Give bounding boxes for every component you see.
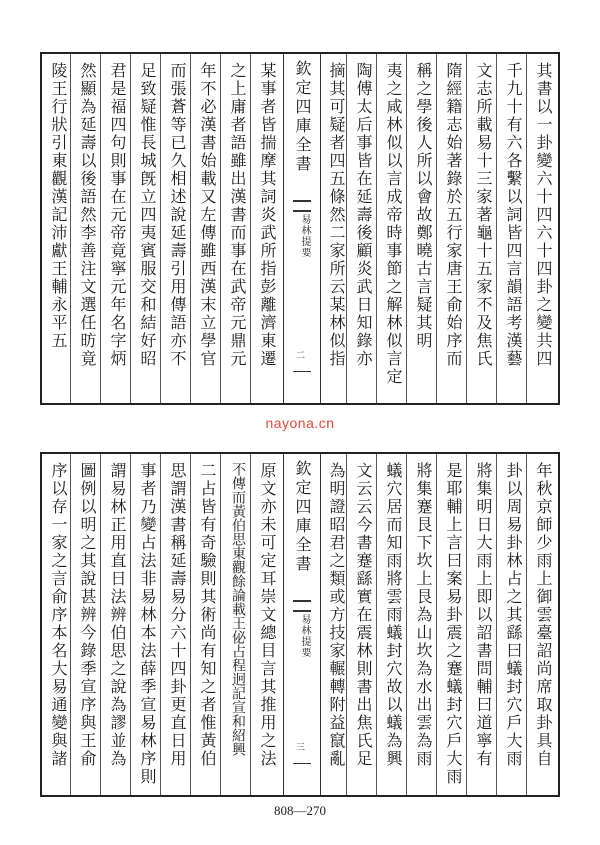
- column-divider: [376, 54, 377, 403]
- text-column: 陵王行狀引東觀漢記沛獻王輔永平五: [49, 62, 68, 350]
- center-margin-band: [283, 454, 321, 795]
- column-divider: [70, 454, 71, 795]
- column-divider: [466, 454, 467, 795]
- top-page-frame: [40, 52, 560, 405]
- column-divider: [406, 54, 407, 403]
- column-divider: [130, 54, 131, 403]
- column-divider: [250, 454, 251, 795]
- text-column: 年秋京師少雨上御雲臺詔尚席取卦具自: [534, 462, 553, 768]
- column-divider: [130, 454, 131, 795]
- book-title: 欽定四庫全書: [293, 460, 312, 574]
- section-title: 易林提要: [299, 214, 310, 258]
- text-column: 將集蹇艮下坎上艮為山坎為水出雲為雨: [414, 462, 433, 768]
- watermark-text: nayona.cn: [265, 415, 335, 431]
- text-column: 然顯為延壽以後語然李善注文選任昉竟: [78, 62, 97, 368]
- text-column: 為明證昭君之類或方技家輾轉附益竄亂: [327, 462, 346, 768]
- column-divider: [526, 54, 527, 403]
- text-column: 序以存一家之言俞序本名大易通變與諸: [49, 462, 68, 768]
- text-column: 不傳而黃伯思東觀餘論載王佖占程迥記宣和紹興: [230, 462, 246, 756]
- column-divider: [100, 454, 101, 795]
- column-divider: [526, 454, 527, 795]
- column-divider: [190, 54, 191, 403]
- text-column: 原文亦未可定耳崇文總目言其推用之法: [258, 462, 277, 768]
- column-divider: [376, 454, 377, 795]
- book-title: 欽定四庫全書: [293, 60, 312, 174]
- text-column: 年不必漢書始載又左傳雖西漢末立學官: [198, 62, 217, 368]
- fishtail-mark-bottom: [293, 371, 311, 379]
- column-divider: [496, 454, 497, 795]
- text-column: 文云云今書蹇繇實在震林則書出焦氏足: [354, 462, 373, 768]
- column-divider: [220, 454, 221, 795]
- text-column: 二占皆有奇驗則其術尚有知之者惟黃伯: [198, 462, 217, 768]
- column-divider: [70, 54, 71, 403]
- section-title: 易林提要: [299, 614, 310, 658]
- leaf-number: 三: [296, 743, 306, 753]
- text-column: 謂易林正用直日法辨伯思之說為謬並為: [108, 462, 127, 768]
- text-column: 君是福四句則事在元帝竟寧元年名字炳: [108, 62, 127, 368]
- text-column: 千九十有六各繫以詞皆四言韻語考漢藝: [504, 62, 523, 368]
- text-column: 蟻穴居而知雨將雲雨蟻封穴故以蟻為興: [384, 462, 403, 768]
- text-column: 某事者皆揣摩其詞炎武所指彭離濟東遷: [258, 62, 277, 368]
- text-column: 摘其可疑者四五條然二家所云某林似指: [327, 62, 346, 368]
- column-divider: [220, 54, 221, 403]
- column-divider: [190, 454, 191, 795]
- text-column: 思謂漢書稱延壽易分六十四卦更直日用: [168, 462, 187, 768]
- column-divider: [436, 54, 437, 403]
- page-footer-number: 808—270: [274, 803, 326, 818]
- text-column: 隋經籍志始著錄於五行家唐王俞始序而: [444, 62, 463, 368]
- column-divider: [466, 54, 467, 403]
- text-column: 其書以一卦變六十四六十四卦之變共四: [534, 62, 553, 368]
- column-divider: [160, 454, 161, 795]
- text-column: 將集明日大雨上即以詔書問輔曰道寧有: [474, 462, 493, 768]
- text-column: 夷之咸林似以言成帝時事節之解林似言定: [384, 62, 403, 386]
- text-column: 是耶輔上言曰案易卦震之蹇蟻封穴戶大雨: [444, 462, 463, 786]
- bottom-page-frame: [40, 452, 560, 797]
- text-column: 而張蒼等已久相述說延壽引用傳語亦不: [168, 62, 187, 368]
- column-divider: [496, 54, 497, 403]
- text-column: 之上庸者語雖出漢書而事在武帝元鼎元: [228, 62, 247, 368]
- fishtail-mark-bottom: [293, 763, 311, 771]
- text-column: 事者乃變占法非易林本法薛季宣易林序則: [138, 462, 157, 786]
- text-column: 足致疑惟長城旣立四夷賓服交和結好昭: [138, 62, 157, 368]
- column-divider: [160, 54, 161, 403]
- text-column: 卦以周易卦林占之其繇曰蟻封穴戶大雨: [504, 462, 523, 768]
- text-column: 陶傅太后事皆在延壽後顧炎武日知錄亦: [354, 62, 373, 368]
- fishtail-mark: [293, 600, 311, 612]
- text-column: 文志所載易十三家著龜十五家不及焦氏: [474, 62, 493, 368]
- text-column: 稱之學後人所以會故鄭曉古言疑其明: [414, 62, 433, 350]
- column-divider: [250, 54, 251, 403]
- center-margin-band: [283, 54, 321, 403]
- leaf-number: 二: [296, 351, 306, 361]
- column-divider: [436, 454, 437, 795]
- fishtail-mark: [293, 200, 311, 212]
- text-column: 圖例以明之其說甚辨今錄季宣序與王俞: [78, 462, 97, 768]
- column-divider: [100, 54, 101, 403]
- column-divider: [406, 454, 407, 795]
